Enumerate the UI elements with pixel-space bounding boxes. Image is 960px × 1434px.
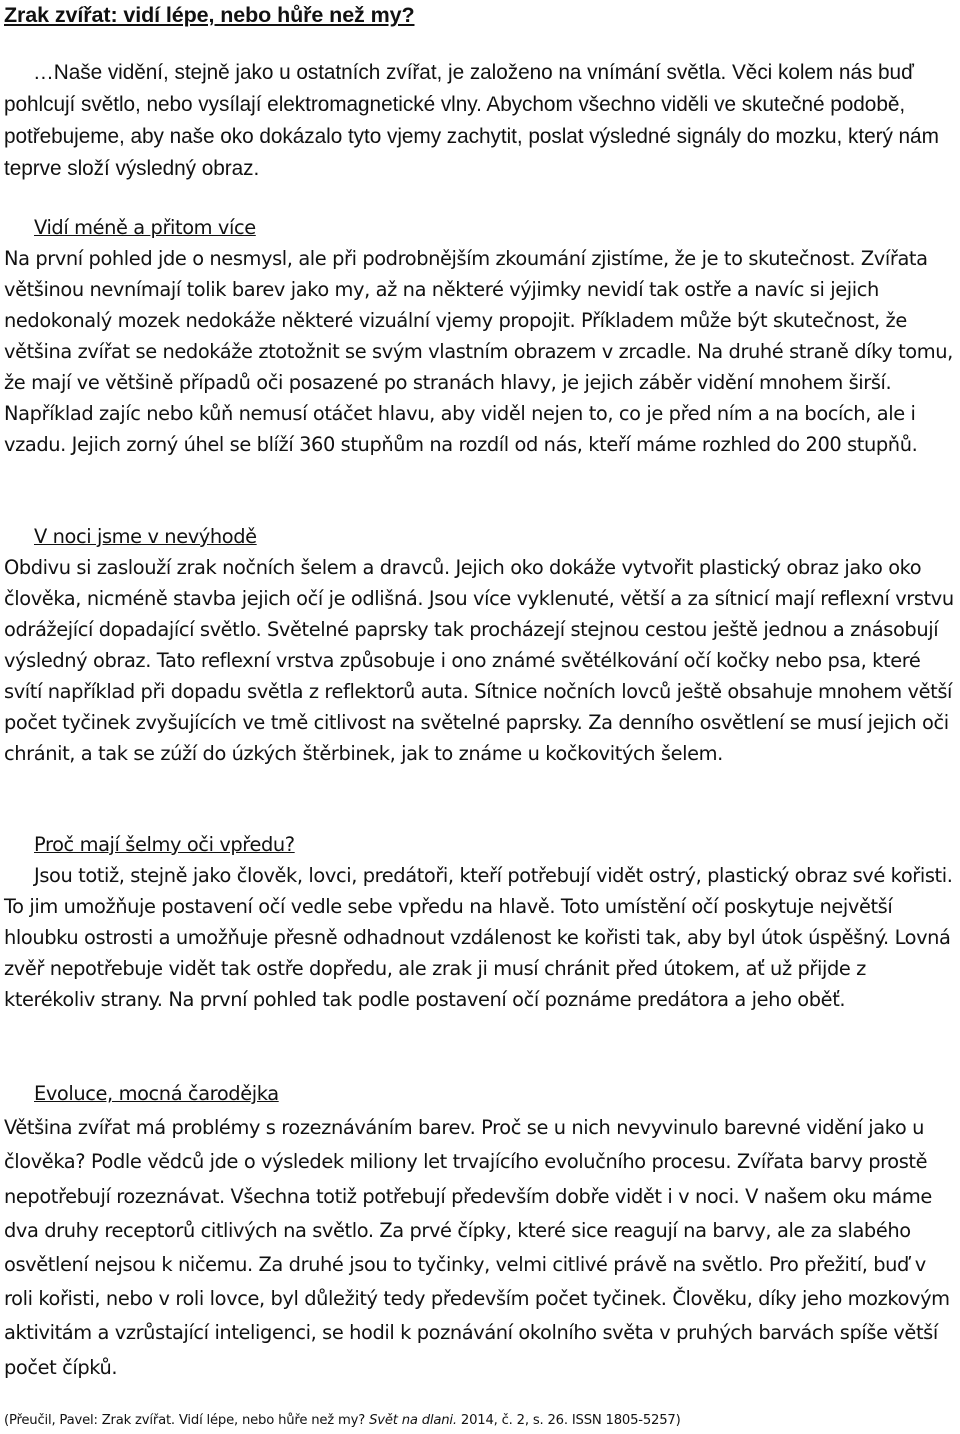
section-heading: Evoluce, mocná čarodějka <box>34 1082 279 1105</box>
intro-paragraph: …Naše vidění, stejně jako u ostatních zvířat, je založeno na vnímání světla. Věci kolem nás buď pohlcují světlo, nebo vysílají elektromagnetické vlny. Abychom všechno viděli ve skutečné podobě, potřebujeme, aby naše oko dokázalo tyto vjemy zachytit, poslat výsledné signály do mozku, který nám teprve složí výsledný obraz. <box>4 61 939 180</box>
section-v-noci <box>4 521 954 769</box>
section-body: Většina zvířat má problémy s rozeznáváním barev. Proč se u nich nevyvinulo barevné vidění jako u člověka? Podle vědců jde o výsledek miliony let trvajícího evolučního procesu. Zvířata barvy prostě nepotřebují rozeznávat. Všechna totiž potřebují především dobře vidět i v noci. V našem oku máme dva druhy receptorů citlivých na světlo. Za prvé čípky, které sice reagují na barvy, ale za slabého osvětlení nejsou k ničemu. Za druhé jsou to tyčinky, velmi citlivé právě na světlo. Pro přežití, buď v roli kořisti, nebo v roli lovce, byl důležitý tedy především počet tyčinek. Člověku, díky jeho mozkovým aktivitám a vzrůstající inteligenci, se hodil k poznávání okolního světa v pruhých barvách spíše větší počet čípků. <box>4 1116 950 1379</box>
section-evoluce <box>4 1077 954 1385</box>
source-citation <box>4 1411 954 1431</box>
citation-prefix: (Přeučil, Pavel: Zrak zvířat. Vidí lépe, nebo hůře než my? <box>4 1413 370 1428</box>
section-heading: V noci jsme v nevýhodě <box>34 525 257 548</box>
section-body: Obdivu si zaslouží zrak nočních šelem a dravců. Jejich oko dokáže vytvořit plastický obraz jako oko člověka, nicméně stavba jejich očí je odlišná. Jsou více vyklenuté, větší a za sítnicí mají reflexní vrstvu odrážející dopadající světlo. Světelné paprsky tak procházejí stejnou cestou ještě jednou a znásobují výsledný obraz. Tato reflexní vrstva způsobuje i ono známé světélkování očí kočky nebo psa, které svítí například při dopadu světla z reflektorů auta. Sítnice nočních lovců ještě obsahuje mnohem větší počet tyčinek zvyšujících ve tmě citlivost na světelné paprsky. Za denního osvětlení se musí jejich oči chránit, a tak se zúží do úzkých štěrbinek, jak to známe u kočkovitých šelem. <box>4 556 954 765</box>
article-title: Zrak zvířat: vidí lépe, nebo hůře než my? <box>4 3 415 27</box>
citation-suffix: 2014, č. 2, s. 26. ISSN 1805-5257) <box>456 1413 681 1428</box>
section-oci-vpredu <box>4 829 954 1015</box>
citation-journal: Svět na dlani. <box>369 1413 457 1428</box>
section-heading: Vidí méně a přitom více <box>34 216 256 239</box>
section-body: Na první pohled jde o nesmysl, ale při podrobnějším zkoumání zjistíme, že je to skutečnost. Zvířata většinou nevnímají tolik barev jako my, až na některé výjimky nevidí tak ostře a navíc si jejich nedokonalý mozek nedokáže některé vizuální vjemy propojit. Příkladem může být skutečnost, že většina zvířat se nedokáže ztotožnit se svým vlastním obrazem v zrcadle. Na druhé straně díky tomu, že mají ve většině případů oči posazené po stranách hlavy, je jejich záběr vidění mnohem širší. Například zajíc nebo kůň nemusí otáčet hlavu, aby viděl nejen to, co je před ním a na bocích, ale i vzadu. Jejich zorný úhel se blíží 360 stupňům na rozdíl od nás, kteří máme rozhled do 200 stupňů. <box>4 247 953 456</box>
section-heading: Proč mají šelmy oči vpředu? <box>34 833 295 856</box>
section-vidi-mene <box>4 212 954 460</box>
section-body: Jsou totiž, stejně jako člověk, lovci, predátoři, kteří potřebují vidět ostrý, plastický obraz své kořisti. To jim umožňuje postavení očí vedle sebe vpředu na hlavě. Toto umístění očí poskytuje největší hloubku ostrosti a umožňuje přesně odhadnout vzdálenost ke kořisti tak, aby byl útok úspěšný. Lovná zvěř nepotřebuje vidět tak ostře dopředu, ale zrak ji musí chránit před útokem, ať už přijde z kterékoliv strany. Na první pohled tak podle postavení očí poznáme predátora a jeho oběť. <box>4 864 953 1011</box>
